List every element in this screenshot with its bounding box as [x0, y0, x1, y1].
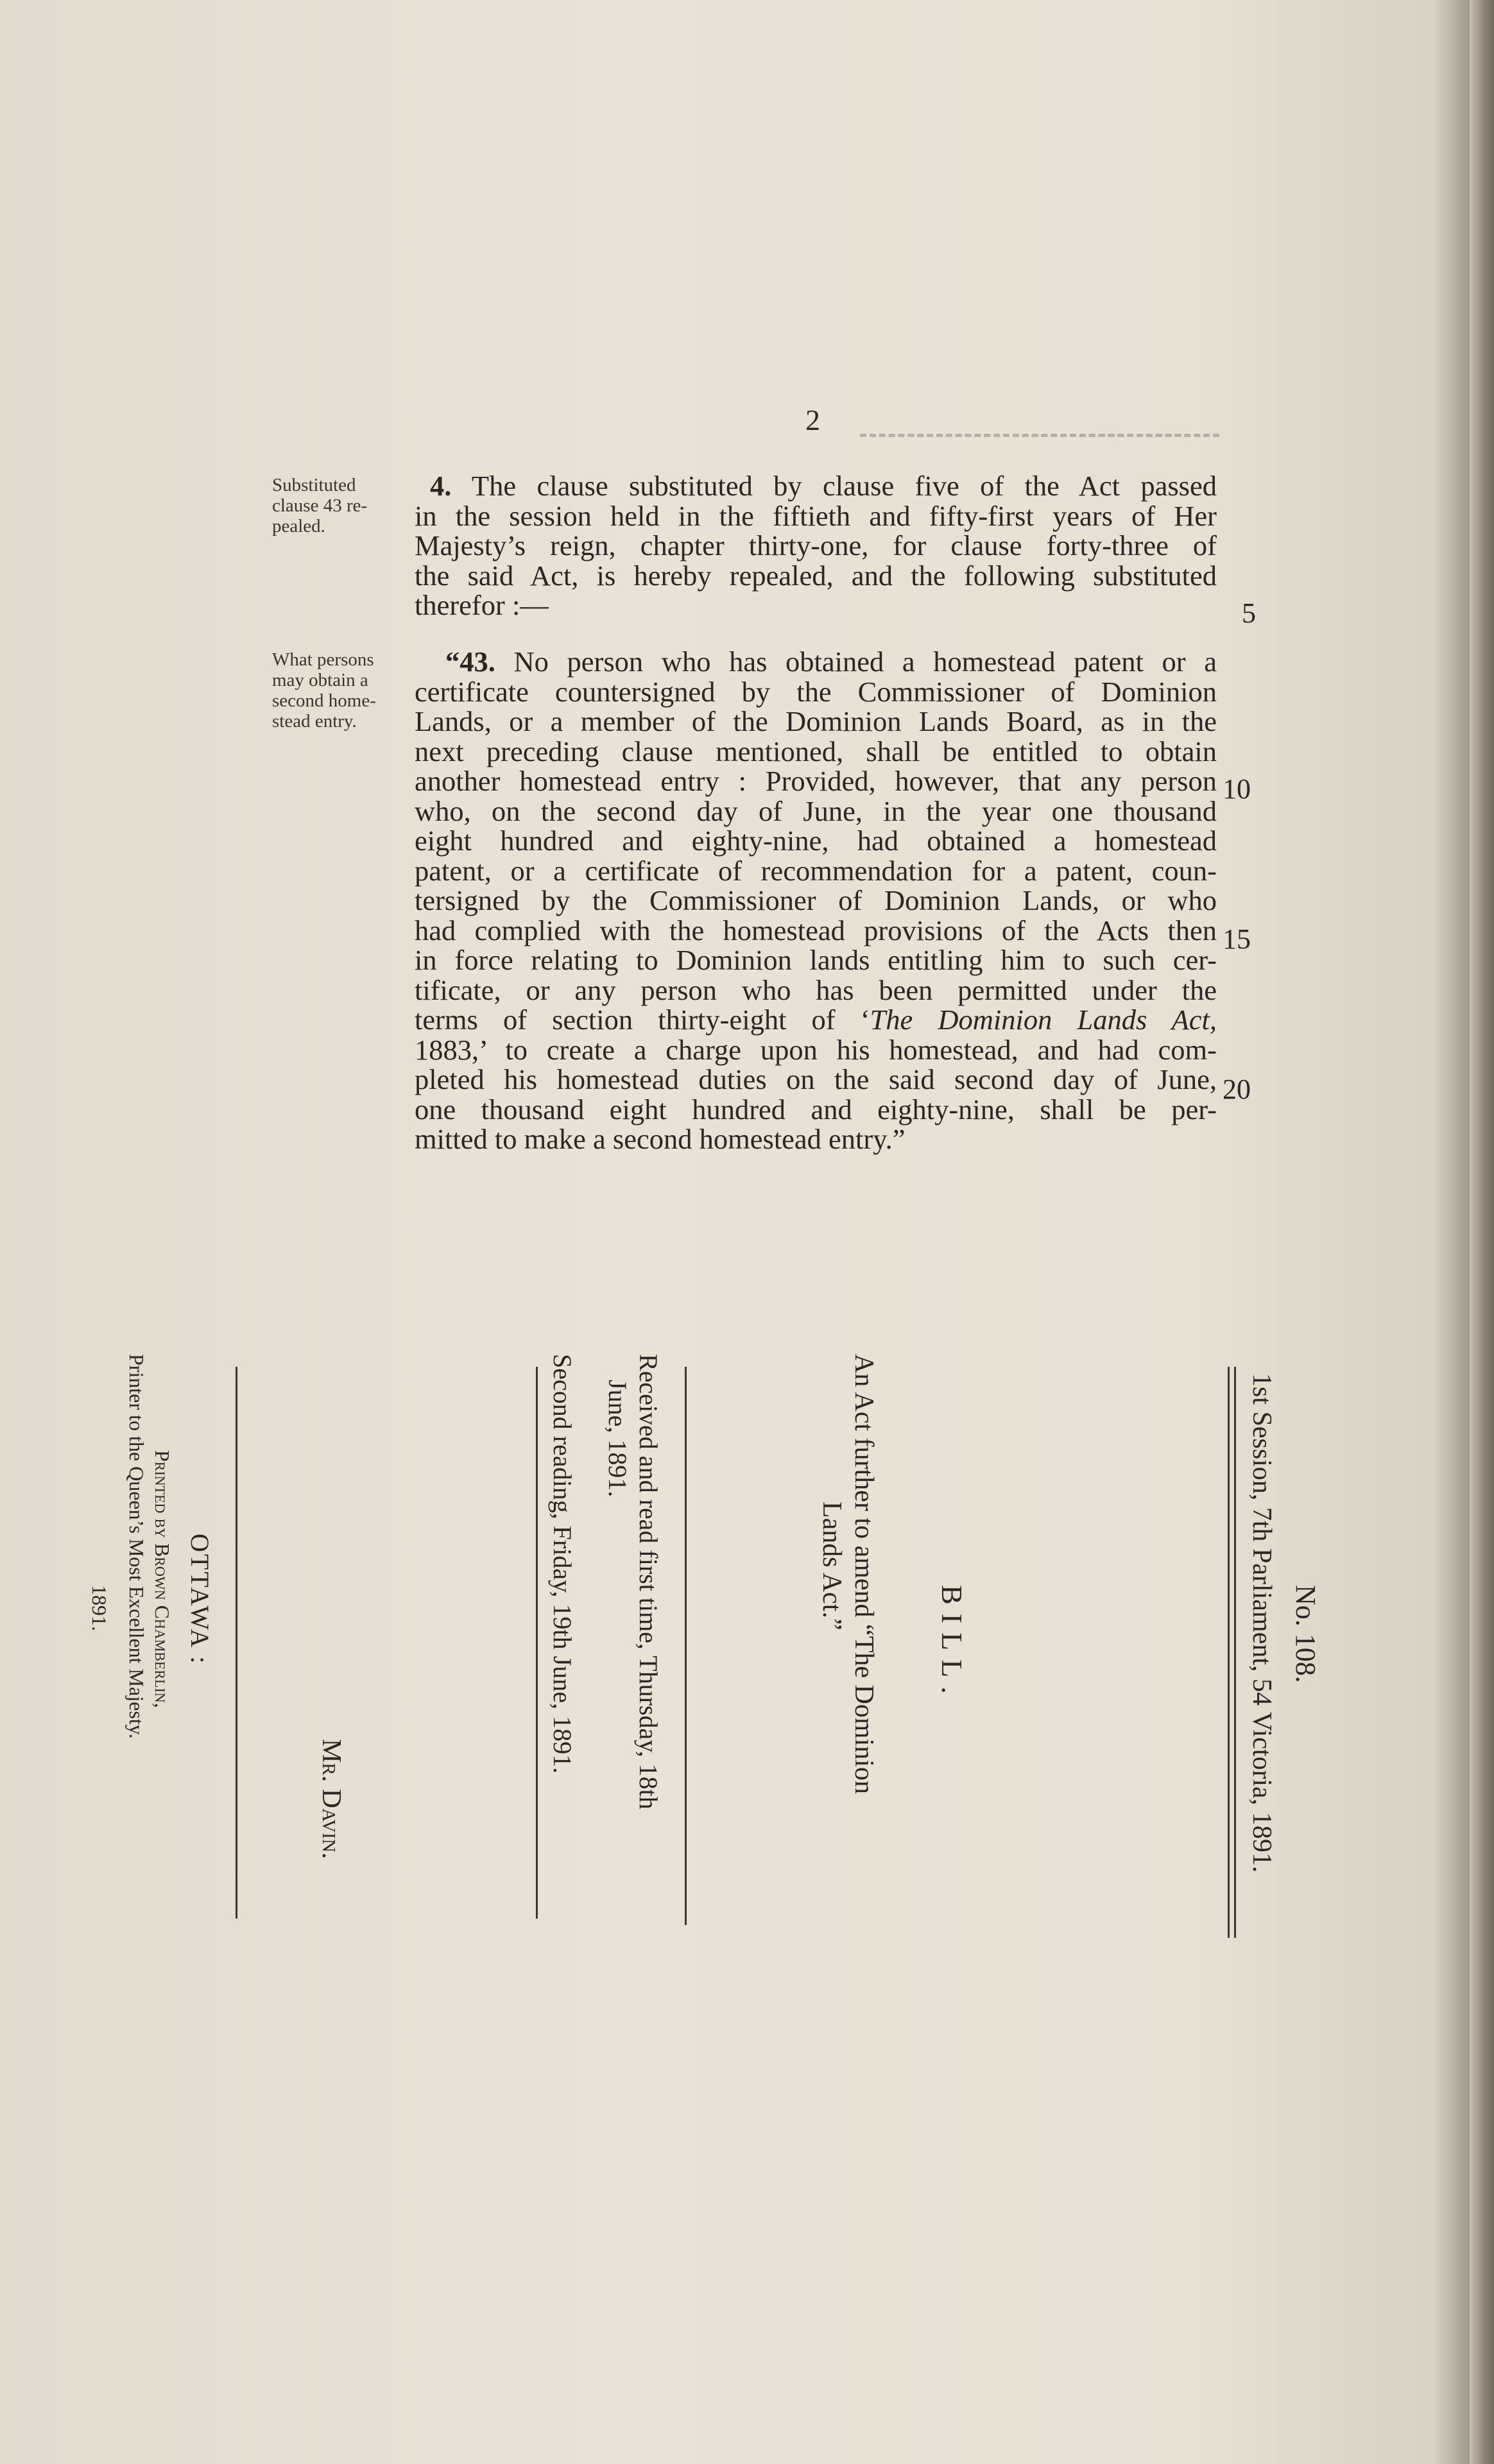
first-reading-line: June, 1891. [603, 1380, 632, 1498]
clause-line: mitted to make a second homestead entry.” [415, 1123, 906, 1155]
printer-imprint [0, 1354, 215, 1996]
margin-note-line: clause 43 re- [272, 495, 368, 516]
first-reading-line: Received and read first time, Thursday, 18th [634, 1354, 663, 1810]
act-title-italic: The Dominion Lands Act, [870, 1004, 1217, 1036]
line-number: 5 [1242, 597, 1256, 629]
imprint-printer: Printer to the Queen’s Most Excellent Majesty. [125, 1354, 148, 1739]
margin-note-line: second home- [272, 690, 376, 711]
clause-line: one thousand eight hundred and eighty-nine, shall be per- [415, 1093, 1217, 1125]
bill-title-line: Lands Act.” [817, 1502, 846, 1630]
session-line: 1st Session, 7th Parliament, 54 Victoria, 1891. [1247, 1373, 1276, 1873]
line-number: 15 [1223, 923, 1251, 955]
page-number: 2 [805, 404, 820, 436]
imprint-printer: Printed by Brown Chamberlin, [151, 1450, 174, 1708]
clause-4 [415, 471, 1217, 620]
clause-line: patent, or a certificate of recommendation for a patent, coun- [415, 854, 1217, 887]
clause-number: “43. [445, 646, 495, 678]
margin-note-line: may obtain a [272, 670, 368, 690]
margin-note-line: stead entry. [272, 711, 357, 732]
clause-43 [415, 647, 1217, 1154]
bill-number: No. 108. [1290, 1585, 1321, 1683]
top-double-rule [1234, 1367, 1236, 1938]
middle-rule [685, 1367, 687, 1925]
clause-line: therefor :— [415, 589, 549, 621]
bill-endorsement [128, 1341, 1348, 1983]
clause-line: in force relating to Dominion lands entitling him to such cer- [415, 944, 1217, 976]
clause-line: Lands, or a member of the Dominion Lands Board, as in the [415, 705, 1217, 737]
margin-note-line: What persons [272, 649, 374, 670]
clause-line: the said Act, is hereby repealed, and the following substituted [415, 559, 1217, 592]
clause-line: certificate countersigned by the Commissioner of Dominion [415, 675, 1217, 708]
clause-line: tificate, or any person who has been permitted under the [415, 973, 1217, 1006]
line-number: 20 [1223, 1074, 1251, 1105]
margin-note-line: pealed. [272, 516, 325, 536]
clause-line: terms of section thirty-eight of ‘The Dominion Lands Act, [415, 1004, 1217, 1036]
clause-line: 4. The clause substituted by clause five of the Act passed [430, 470, 1217, 502]
member-name: Mr. Davin. [316, 1739, 346, 1860]
line-number: 10 [1223, 773, 1251, 805]
margin-note-substituted [272, 475, 367, 536]
imprint-city: OTTAWA : [185, 1534, 214, 1666]
clause-line: in the session held in the fiftieth and fifty-first years of Her [415, 499, 1217, 532]
bill-title-line: An Act further to amend “The Dominion [849, 1354, 879, 1794]
clause-line: Majesty’s reign, chapter thirty-one, for clause forty-three of [415, 529, 1217, 561]
page-edge [1470, 0, 1494, 2464]
margin-note-second-homestead [272, 649, 376, 732]
margin-note-line: Substituted [272, 475, 356, 495]
clause-line: had complied with the homestead provisions of the Acts then [415, 914, 1217, 946]
imprint-year: 1891. [88, 1585, 111, 1631]
clause-number: 4. [430, 470, 452, 502]
bottom-rule [236, 1367, 237, 1919]
clause-line: pleted his homestead duties on the said second day of June, [415, 1063, 1217, 1095]
lower-rule [536, 1367, 538, 1919]
clause-line: eight hundred and eighty-nine, had obtained a homestead [415, 825, 1217, 857]
clause-line: next preceding clause mentioned, shall be entitled to obtain [415, 735, 1217, 767]
bill-heading: BILL. [936, 1585, 968, 1703]
top-double-rule [1228, 1367, 1230, 1938]
clause-line: 1883,’ to create a charge upon his homestead, and had com- [415, 1033, 1217, 1066]
second-reading-line: Second reading, Friday, 19th June, 1891. [548, 1354, 577, 1774]
clause-line: “43. No person who has obtained a homestead patent or a [445, 646, 1217, 678]
clause-line: tersigned by the Commissioner of Dominion Lands, or who [415, 884, 1217, 916]
header-rule [860, 434, 1219, 437]
clause-line: who, on the second day of June, in the year one thousand [415, 794, 1217, 827]
clause-line: another homestead entry : Provided, however, that any person [415, 765, 1217, 797]
